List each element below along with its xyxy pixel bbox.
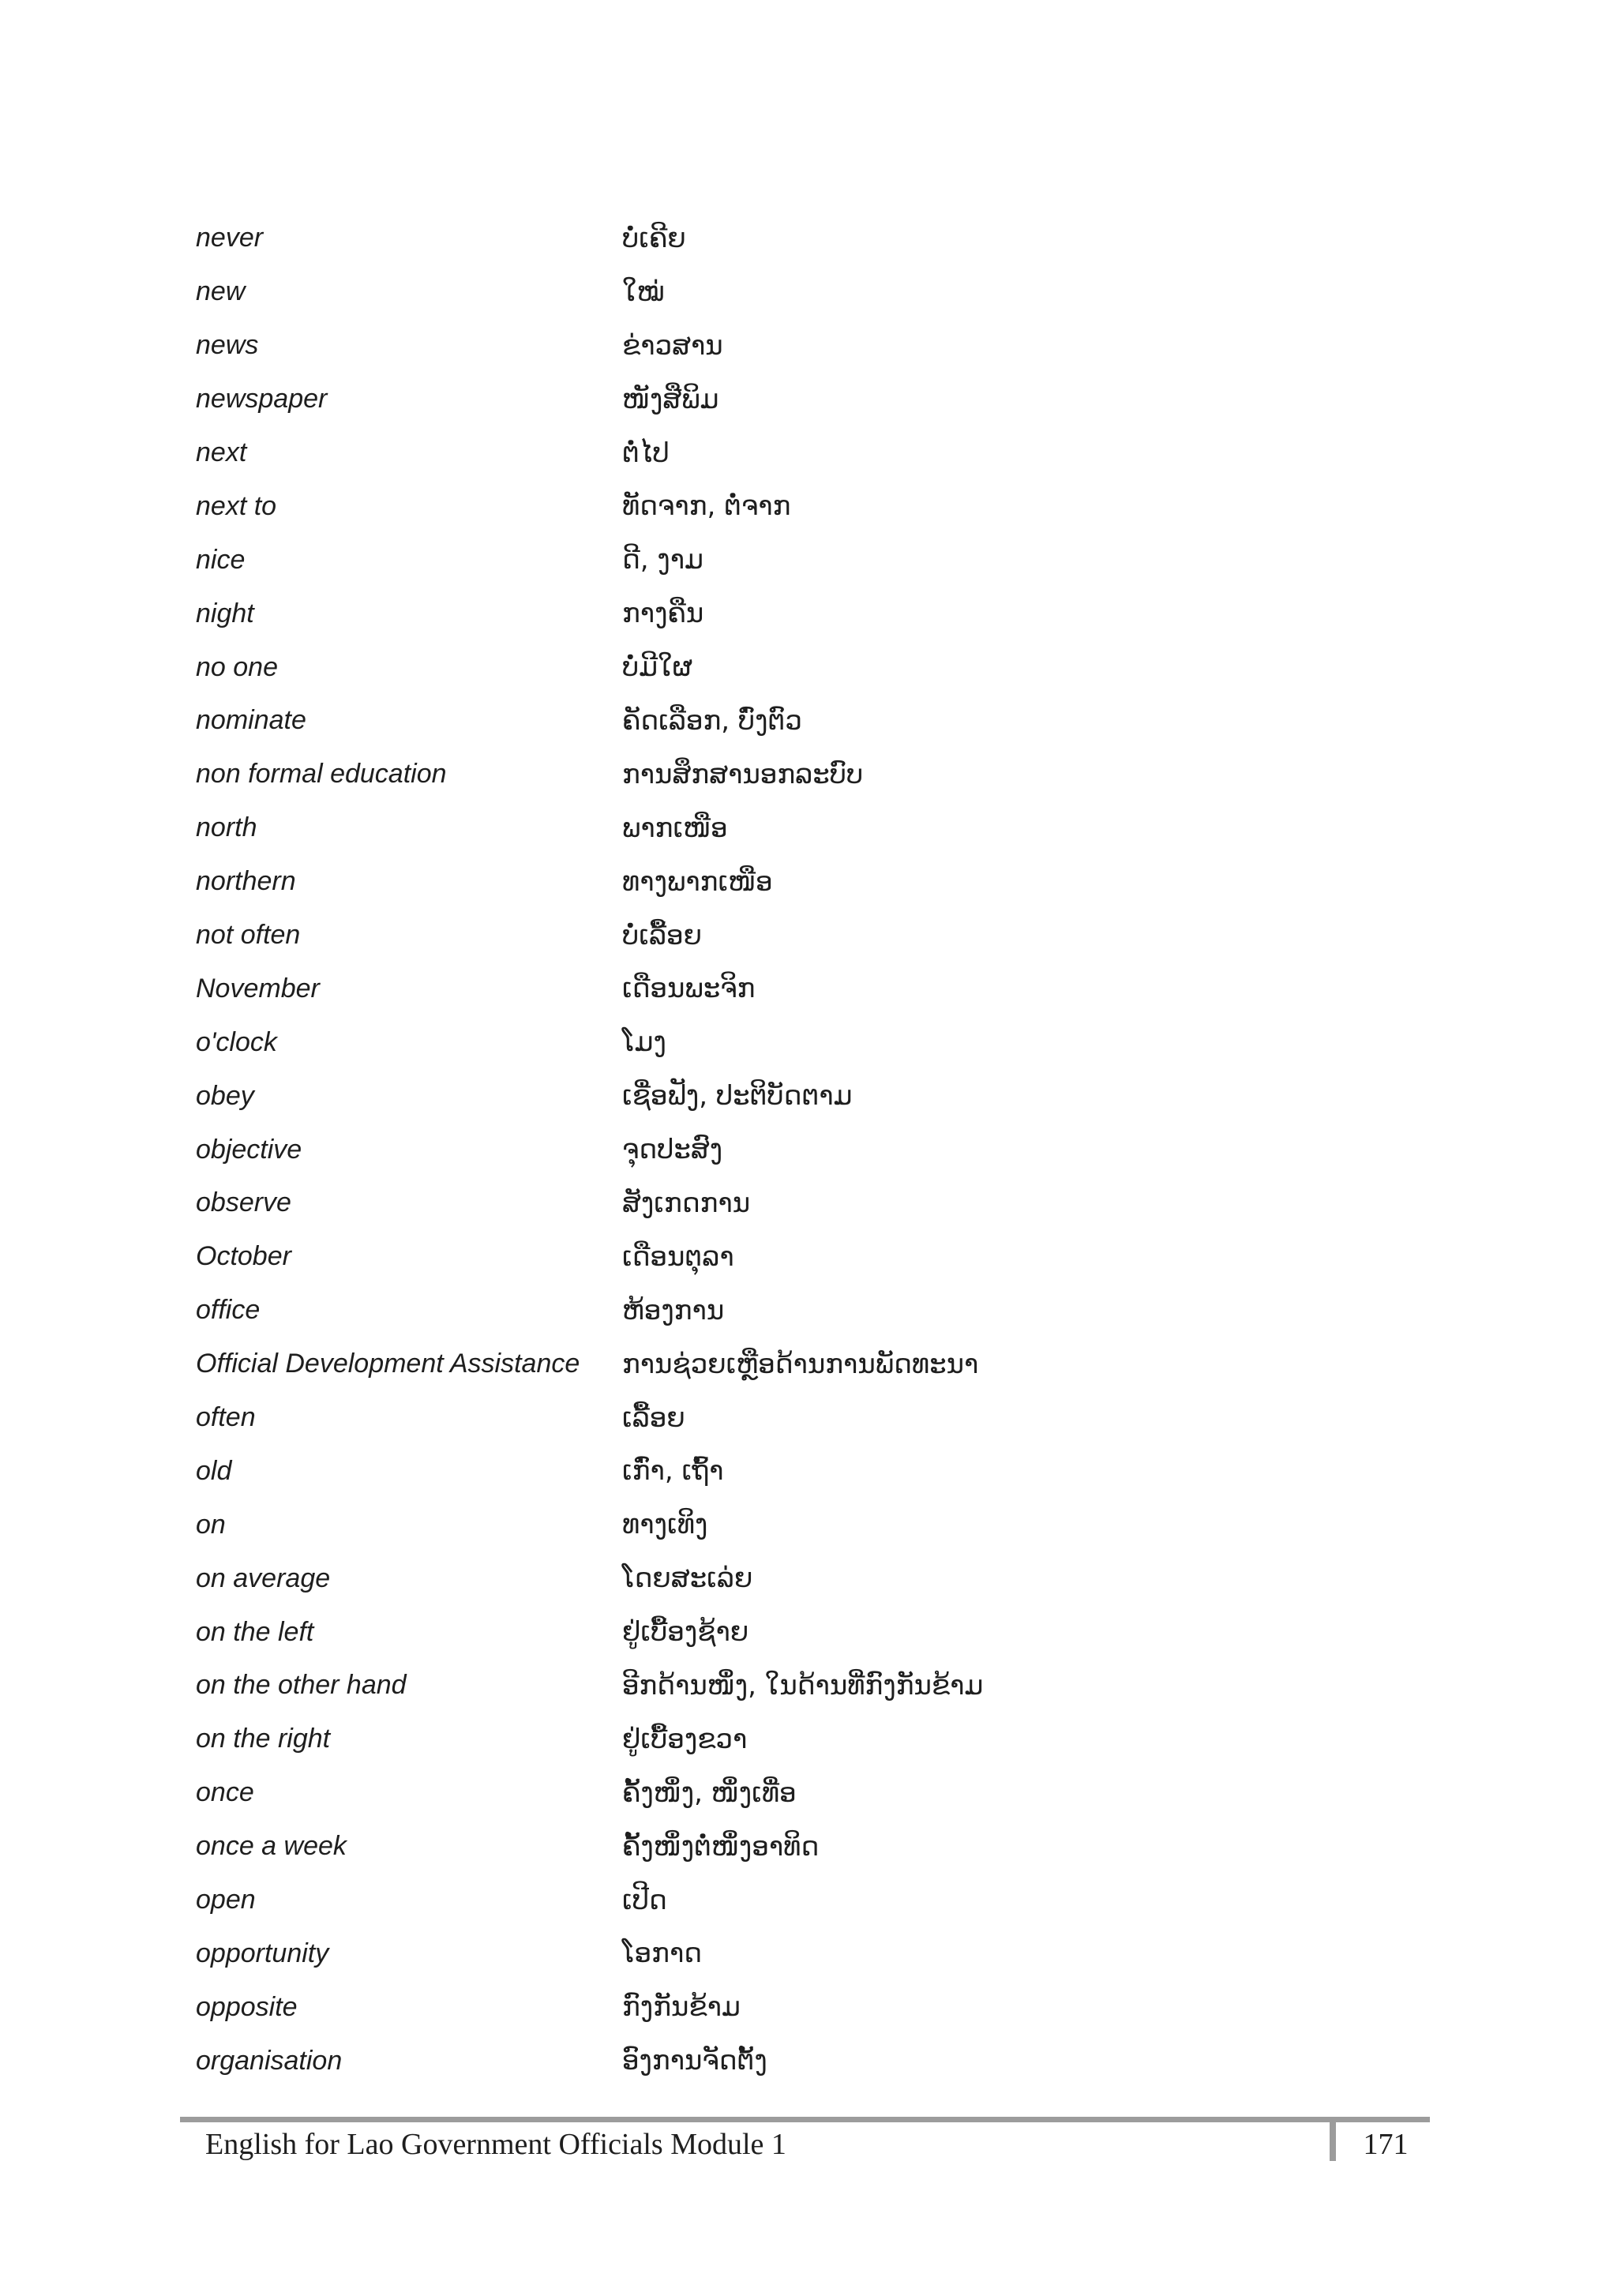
english-term: never xyxy=(196,223,264,253)
glossary-entry xyxy=(196,1123,1459,1176)
lao-translation: ດີ, ງາມ xyxy=(622,544,703,576)
footer-title: English for Lao Government Officials Module 1 xyxy=(205,2128,786,2161)
lao-translation: ເຊື່ອຟັງ, ປະຕິບັດຕາມ xyxy=(622,1080,853,1112)
lao-translation: ຄັດເລືອກ, ບົ່ງຕົວ xyxy=(622,704,802,737)
lao-translation: ຄັ້ງໜຶ່ງຕໍ່ໜຶ່ງອາທິດ xyxy=(622,1830,820,1863)
glossary-entry xyxy=(196,1980,1459,2034)
glossary-entry xyxy=(196,426,1459,480)
lao-translation: ເກົ່າ, ເຖົ້າ xyxy=(622,1455,724,1488)
english-term: Official Development Assistance xyxy=(196,1349,580,1379)
glossary-entry xyxy=(196,1874,1459,1927)
english-term: observe xyxy=(196,1187,291,1218)
lao-translation: ການຊ່ວຍເຫຼືອດ້ານການພັດທະນາ xyxy=(622,1348,979,1380)
glossary-entry xyxy=(196,962,1459,1015)
lao-translation: ອີກດ້ານໜຶ່ງ, ໃນດ້ານທີ່ກົງກັນຂ້າມ xyxy=(622,1669,984,1701)
lao-translation: ທາງພາກເໜືອ xyxy=(622,865,773,898)
glossary-entry xyxy=(196,533,1459,587)
lao-translation: ບໍ່ມີໃຜ xyxy=(622,651,693,684)
glossary-entry xyxy=(196,1337,1459,1391)
lao-translation: ເປີດ xyxy=(622,1884,667,1916)
english-term: new xyxy=(196,276,246,307)
lao-translation: ພາກເໜືອ xyxy=(622,812,728,844)
glossary-entry xyxy=(196,748,1459,801)
glossary-entry xyxy=(196,1498,1459,1551)
lao-translation: ຢູ່ເບື້ອງຊ້າຍ xyxy=(622,1616,749,1649)
glossary-entry xyxy=(196,1069,1459,1123)
lao-translation: ທາງເທິງ xyxy=(622,1509,708,1541)
lao-translation: ໂດຍສະເລ່ຍ xyxy=(622,1563,753,1595)
glossary-entry xyxy=(196,587,1459,640)
lao-translation: ບໍ່ເຄີຍ xyxy=(622,222,686,254)
glossary-entry xyxy=(196,479,1459,533)
lao-translation: ຂ່າວສານ xyxy=(622,329,723,362)
english-term: on xyxy=(196,1509,226,1540)
lao-translation: ຄັ້ງໜຶ່ງ, ໜຶ່ງເທື່ອ xyxy=(622,1776,797,1809)
english-term: night xyxy=(196,598,254,628)
english-term: once xyxy=(196,1777,254,1808)
english-term: newspaper xyxy=(196,384,328,415)
glossary-entry xyxy=(196,319,1459,373)
lao-translation: ທັດຈາກ, ຕໍ່ຈາກ xyxy=(622,490,791,523)
english-term: obey xyxy=(196,1080,254,1111)
glossary-entry xyxy=(196,1391,1459,1445)
glossary-entry xyxy=(196,909,1459,962)
english-term: next xyxy=(196,437,247,467)
glossary-entry xyxy=(196,1230,1459,1284)
glossary-entry xyxy=(196,1284,1459,1337)
glossary-entry xyxy=(196,694,1459,748)
lao-translation: ເດືອນຕຸລາ xyxy=(622,1240,734,1273)
lao-translation: ຕໍ່ໄປ xyxy=(622,437,670,469)
english-term: on average xyxy=(196,1563,331,1593)
english-term: November xyxy=(196,973,320,1004)
glossary-entry xyxy=(196,1015,1459,1069)
glossary-entry xyxy=(196,1927,1459,1981)
english-term: north xyxy=(196,812,257,843)
lao-translation: ສັງເກດການ xyxy=(622,1187,751,1219)
glossary-entry xyxy=(196,1551,1459,1605)
lao-translation: ໃໝ່ xyxy=(622,276,665,308)
lao-translation: ເລື້ອຍ xyxy=(622,1401,685,1434)
lao-translation: ອົງການຈັດຕັ້ງ xyxy=(622,2045,767,2077)
glossary-entry xyxy=(196,1444,1459,1498)
lao-translation: ຢູ່ເບື້ອງຂວາ xyxy=(622,1723,748,1755)
english-term: opposite xyxy=(196,1991,298,2022)
english-term: organisation xyxy=(196,2045,343,2076)
lao-translation: ການສຶກສານອກລະບົບ xyxy=(622,758,864,790)
english-term: October xyxy=(196,1241,291,1272)
glossary-entry xyxy=(196,1176,1459,1230)
english-term: on the right xyxy=(196,1724,331,1754)
page-number: 171 xyxy=(1363,2128,1409,2161)
english-term: old xyxy=(196,1455,232,1486)
lao-translation: ຈຸດປະສົງ xyxy=(622,1134,723,1166)
glossary-entry xyxy=(196,1713,1459,1766)
lao-translation: ເດືອນພະຈິກ xyxy=(622,973,756,1005)
glossary-entry xyxy=(196,1605,1459,1659)
glossary-entry xyxy=(196,801,1459,855)
lao-translation: ໂອກາດ xyxy=(622,1938,703,1970)
english-term: often xyxy=(196,1402,256,1433)
glossary-entry xyxy=(196,1766,1459,1820)
glossary-entry xyxy=(196,640,1459,694)
glossary-entry xyxy=(196,1820,1459,1874)
english-term: next to xyxy=(196,490,277,521)
footer-separator xyxy=(1330,2117,1336,2161)
english-term: nominate xyxy=(196,705,306,736)
english-term: on the left xyxy=(196,1616,314,1647)
lao-translation: ກາງຄືນ xyxy=(622,598,704,630)
glossary-list xyxy=(196,212,1459,2088)
english-term: on the other hand xyxy=(196,1670,407,1701)
glossary-entry xyxy=(196,855,1459,909)
lao-translation: ໂມງ xyxy=(622,1026,666,1059)
glossary-entry xyxy=(196,373,1459,426)
lao-translation: ຫ້ອງການ xyxy=(622,1294,725,1326)
english-term: open xyxy=(196,1885,256,1915)
english-term: not often xyxy=(196,920,301,951)
lao-translation: ບໍ່ເລື້ອຍ xyxy=(622,919,702,951)
glossary-entry xyxy=(196,265,1459,319)
english-term: objective xyxy=(196,1134,302,1165)
english-term: no one xyxy=(196,651,278,682)
english-term: o'clock xyxy=(196,1026,277,1057)
english-term: once a week xyxy=(196,1831,347,1862)
english-term: opportunity xyxy=(196,1938,329,1968)
footer-rule xyxy=(180,2117,1430,2122)
english-term: non formal education xyxy=(196,759,447,790)
english-term: office xyxy=(196,1295,261,1326)
lao-translation: ໜັງສືພິມ xyxy=(622,383,719,415)
english-term: northern xyxy=(196,866,296,897)
glossary-entry xyxy=(196,2034,1459,2088)
glossary-entry xyxy=(196,1659,1459,1713)
english-term: news xyxy=(196,330,259,361)
lao-translation: ກົງກັນຂ້າມ xyxy=(622,1991,741,2024)
english-term: nice xyxy=(196,544,246,575)
glossary-entry xyxy=(196,212,1459,265)
